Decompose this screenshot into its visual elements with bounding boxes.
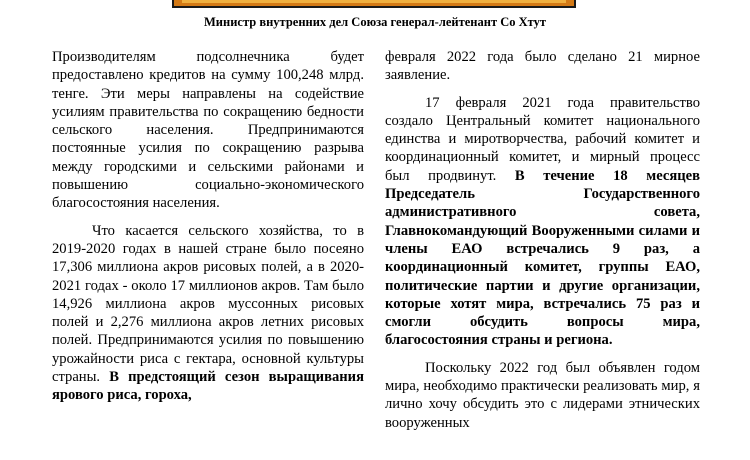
photo-bottom-edge <box>172 0 576 8</box>
right-paragraph-3: Поскольку 2022 год был объявлен годом мира, необходимо практически реализовать мир, я лично хочу обсудить это с лидерами этнических вооруженных <box>385 359 700 431</box>
photo-caption: Министр внутренних дел Союза генерал-лейтенант Со Хтут <box>204 15 546 29</box>
right-paragraph-2-text: 17 февраля 2021 года правительство создало Центральный комитет национального единства и миротворчества, рабочий комитет и координационный комитет, и мирный процесс был продвинут. <box>385 94 700 184</box>
left-paragraph-2-bold-text: В предстоящий сезон выращивания ярового риса, гороха, <box>52 369 364 404</box>
right-paragraph-1: февраля 2022 года было сделано 21 мирное заявление. <box>385 49 700 84</box>
right-paragraph-2 <box>385 94 700 350</box>
left-column <box>52 48 364 405</box>
left-paragraph-2-text: Что касается сельского хозяйства, то в 2019-2020 годах в нашей стране было посеяно 17,306 миллиона акров рисовых полей, а в 2020-2021 годах - около 17 миллионов акров. Там было 14,926 миллиона акров муссонных рисовых полей и 2,276 миллиона акров летних рисовых полей. Предпринимаются усилия по повышению урожайности риса с гектара, основной культуры страны. <box>52 222 364 386</box>
right-paragraph-2-bold-text: В течение 18 месяцев Председатель Государственного административного совета, Главнокомандующий Вооруженными силами и члены ЕАО встречались 9 раз, а координационный комитет, группы ЕАО, политические партии и другие организации, которые хотят мира, встречались 75 раз и смогли обсудить вопросы мира, благосостояния страны и региона. <box>385 167 701 349</box>
left-paragraph-2 <box>52 222 364 405</box>
right-column <box>385 48 700 432</box>
left-paragraph-1: Производителям подсолнечника будет предоставлено кредитов на сумму 100,248 млрд. тенге. Эти меры направлены на содействие усилиям правительства по сокращению бедности сельского населения. Предпринимаются постоянные усилия по сокращению разрыва между городскими и сельскими районами и повышению социально-экономического благосостояния населения. <box>52 49 364 212</box>
